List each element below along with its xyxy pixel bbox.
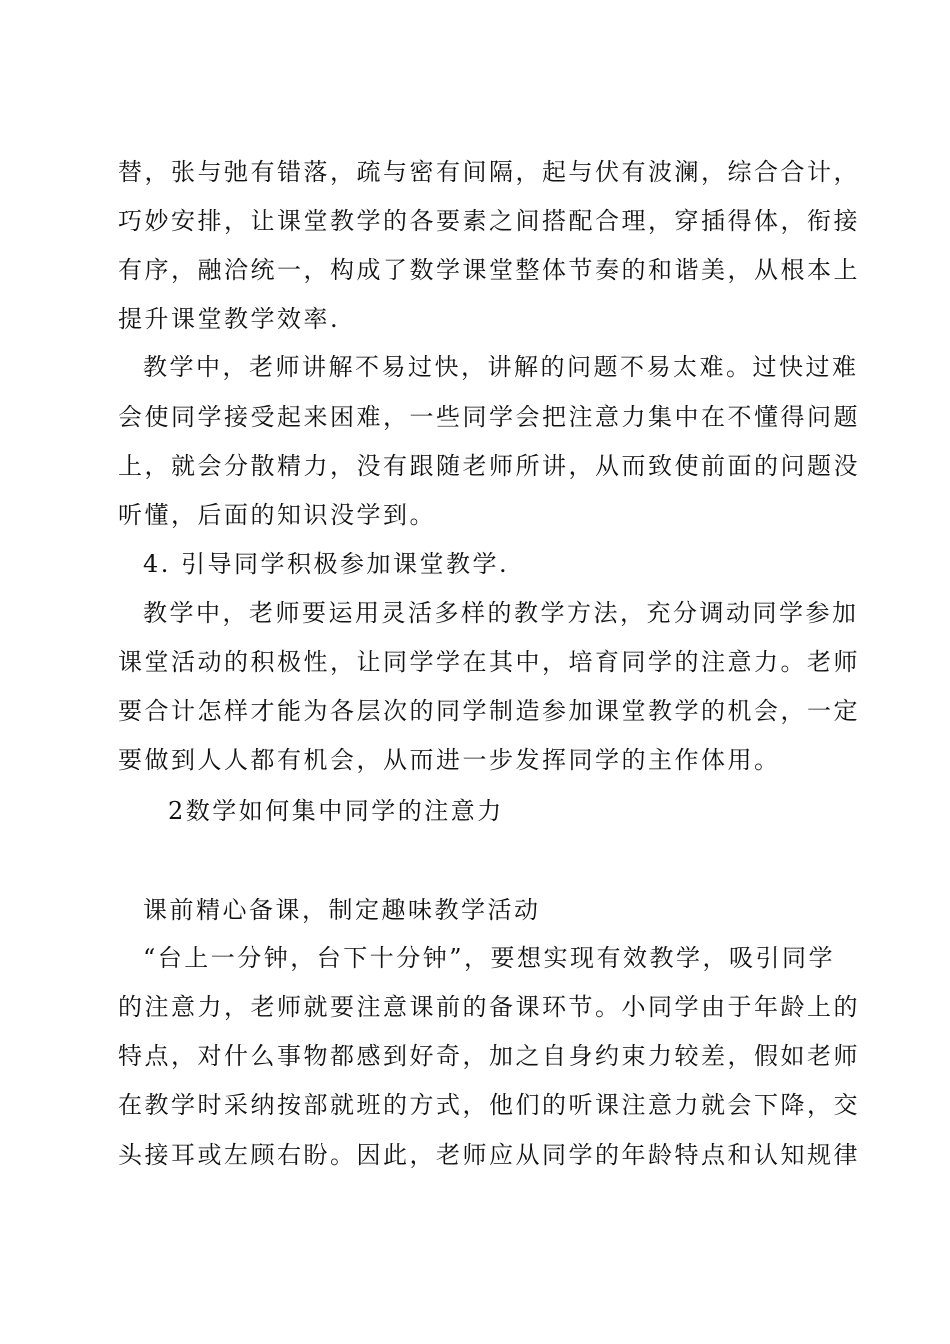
paragraph-line: 教学中，老师要运用灵活多样的教学方法，充分调动同学参加 (143, 599, 859, 627)
paragraph-line: 替，张与弛有错落，疏与密有间隔，起与伏有波澜，综合合计， (118, 158, 860, 186)
paragraph-line: 听懂，后面的知识没学到。 (118, 501, 436, 529)
paragraph-line: 上，就会分散精力，没有跟随老师所讲，从而致使前面的问题没 (118, 452, 860, 480)
paragraph-line: 有序，融洽统一，构成了数学课堂整体节奏的和谐美，从根本上 (118, 256, 860, 284)
paragraph-line: “台上一分钟，台下十分钟”，要想实现有效教学，吸引同学 (143, 944, 836, 972)
paragraph-line: 教学中，老师讲解不易过快，讲解的问题不易太难。过快过难 (143, 353, 859, 381)
paragraph-line: 巧妙安排，让课堂教学的各要素之间搭配合理，穿插得体，衔接 (118, 207, 860, 235)
paragraph-line: 课堂活动的积极性，让同学学在其中，培育同学的注意力。老师 (118, 648, 860, 676)
paragraph-line: 特点，对什么事物都感到好奇，加之自身约束力较差，假如老师 (118, 1042, 860, 1070)
paragraph-line: 要做到人人都有机会，从而进一步发挥同学的主作体用。 (118, 746, 781, 774)
paragraph-line: 提升课堂教学效率. (118, 305, 341, 333)
paragraph-line: 会使同学接受起来困难，一些同学会把注意力集中在不懂得问题 (118, 403, 860, 431)
paragraph-line: 头接耳或左顾右盼。因此，老师应从同学的年龄特点和认知规律 (118, 1141, 860, 1169)
paragraph-line: 的注意力，老师就要注意课前的备课环节。小同学由于年龄上的 (118, 993, 860, 1021)
list-item-heading: 4. 引导同学积极参加课堂教学. (143, 550, 510, 578)
paragraph-line: 要合计怎样才能为各层次的同学制造参加课堂教学的机会，一定 (118, 697, 860, 725)
section-heading: 2数学如何集中同学的注意力 (168, 797, 504, 825)
subsection-heading: 课前精心备课，制定趣味教学活动 (143, 896, 541, 924)
paragraph-line: 在教学时采纳按部就班的方式，他们的听课注意力就会下降，交 (118, 1091, 860, 1119)
